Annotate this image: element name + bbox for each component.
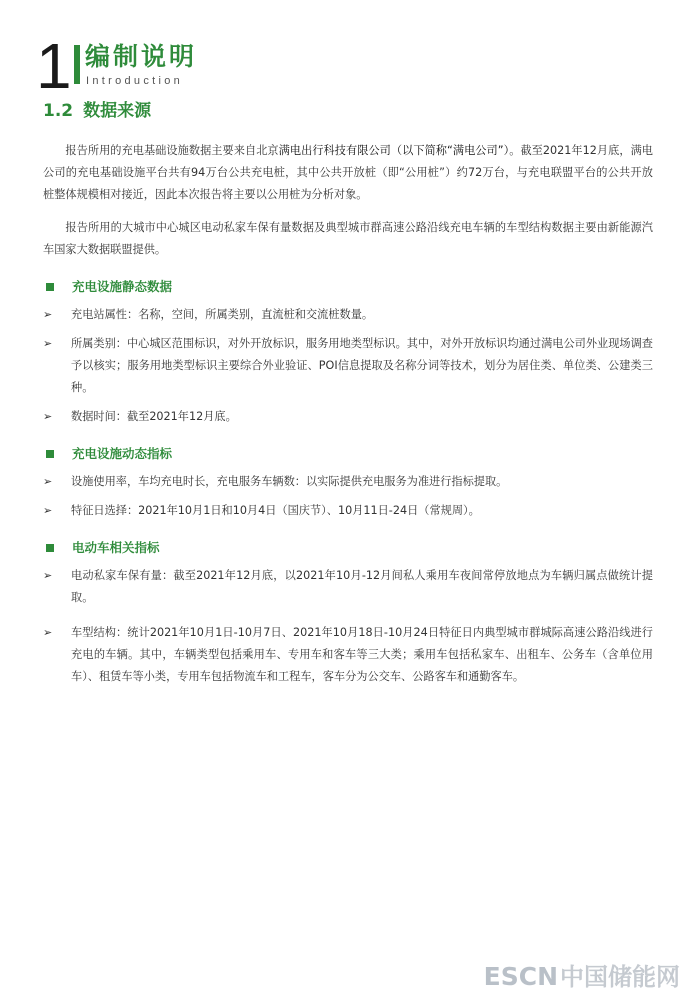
chapter-accent-bar (74, 45, 80, 84)
escn-watermark-logo (484, 962, 680, 992)
green-square-icon (46, 450, 54, 458)
subsection-title: 充电设施静态数据 (72, 279, 173, 294)
list-item (43, 471, 653, 493)
arrow-bullet-icon: ➢ (43, 475, 53, 488)
list-item-text: 数据时间：截至2021年12月底。 (71, 410, 237, 423)
subsection-heading (43, 277, 653, 297)
arrow-bullet-icon: ➢ (43, 337, 53, 350)
green-square-icon (46, 544, 54, 552)
list-item (43, 406, 653, 428)
arrow-bullet-icon: ➢ (43, 504, 53, 517)
list-item (43, 500, 653, 522)
list-item (43, 333, 653, 399)
document-body (43, 140, 653, 695)
list-item-text: 特征日选择：2021年10月1日和10月4日（国庆节）、10月11日-24日（常规周）。 (71, 504, 480, 517)
section-heading (43, 100, 151, 122)
section-number: 1.2 (43, 101, 74, 121)
list-item-text: 所属类别：中心城区范围标识，对外开放标识，服务用地类型标识。其中，对外开放标识均通过满电公司外业现场调查予以核实；服务用地类型标识主要综合外业验证、POI信息提取及名称分词等技术，划分为居住类、单位类、公建类三种。 (71, 337, 653, 394)
list-item (43, 565, 653, 609)
watermark-en: ESCN (483, 962, 558, 991)
list-item (43, 304, 653, 326)
chapter-subtitle: Introduction (86, 75, 184, 87)
paragraph (43, 140, 653, 206)
arrow-bullet-icon: ➢ (43, 410, 53, 423)
paragraph (43, 217, 653, 261)
paragraph-text: 。截至2021年12月底，满电公司的充电基础设施平台共有94万台公共充电桩，其中公共开放桩（即“公用桩”）约72万台，与充电联盟平台的公共开放桩整体规模相对接近，因此本次报告将主要以公用桩为分析对象。 (43, 144, 653, 201)
chapter-number: 1 (36, 30, 70, 102)
subsection-title: 电动车相关指标 (72, 540, 160, 555)
list-item-text: 车型结构：统计2021年10月1日-10月7日、2021年10月18日-10月24日特征日内典型城市群城际高速公路沿线进行充电的车辆。其中，车辆类型包括乘用车、专用车和客车等三大类；乘用车包括私家车、出租车、公务车（含单位用车）、租赁车等小类，专用车包括物流车和工程车，客车分为公交车、公路客车和通勤客车。 (71, 626, 653, 683)
arrow-bullet-icon: ➢ (43, 308, 53, 321)
subsection-title: 充电设施动态指标 (72, 446, 173, 461)
list-item-text: 设施使用率，车均充电时长，充电服务车辆数：以实际提供充电服务为准进行指标提取。 (71, 475, 508, 488)
list-item-text: 充电站属性：名称，空间，所属类别，直流桩和交流桩数量。 (71, 308, 374, 321)
watermark-cn: 中国储能网 (560, 963, 680, 991)
subsection-heading (43, 444, 653, 464)
arrow-bullet-icon: ➢ (43, 569, 53, 582)
arrow-bullet-icon: ➢ (43, 626, 53, 639)
paragraph-text: 报告所用的大城市中心城区电动私家车保有量数据及典型城市群高速公路沿线充电车辆的车型结构数据主要由新能源汽车国家大数据联盟提供。 (43, 221, 653, 256)
subsection-heading (43, 538, 653, 558)
section-title: 数据来源 (83, 101, 152, 121)
green-square-icon (46, 283, 54, 291)
list-item-text: 电动私家车保有量：截至2021年12月底，以2021年10月-12月间私人乘用车夜间常停放地点为车辆归属点做统计提取。 (71, 569, 653, 604)
list-item (43, 622, 653, 688)
company-name-highlight: 满电出行科技有限公司（以下简称“满电公司”） (278, 144, 510, 157)
paragraph-text: 报告所用的充电基础设施数据主要来自北京 (65, 144, 279, 157)
chapter-title: 编制说明 (85, 42, 198, 71)
